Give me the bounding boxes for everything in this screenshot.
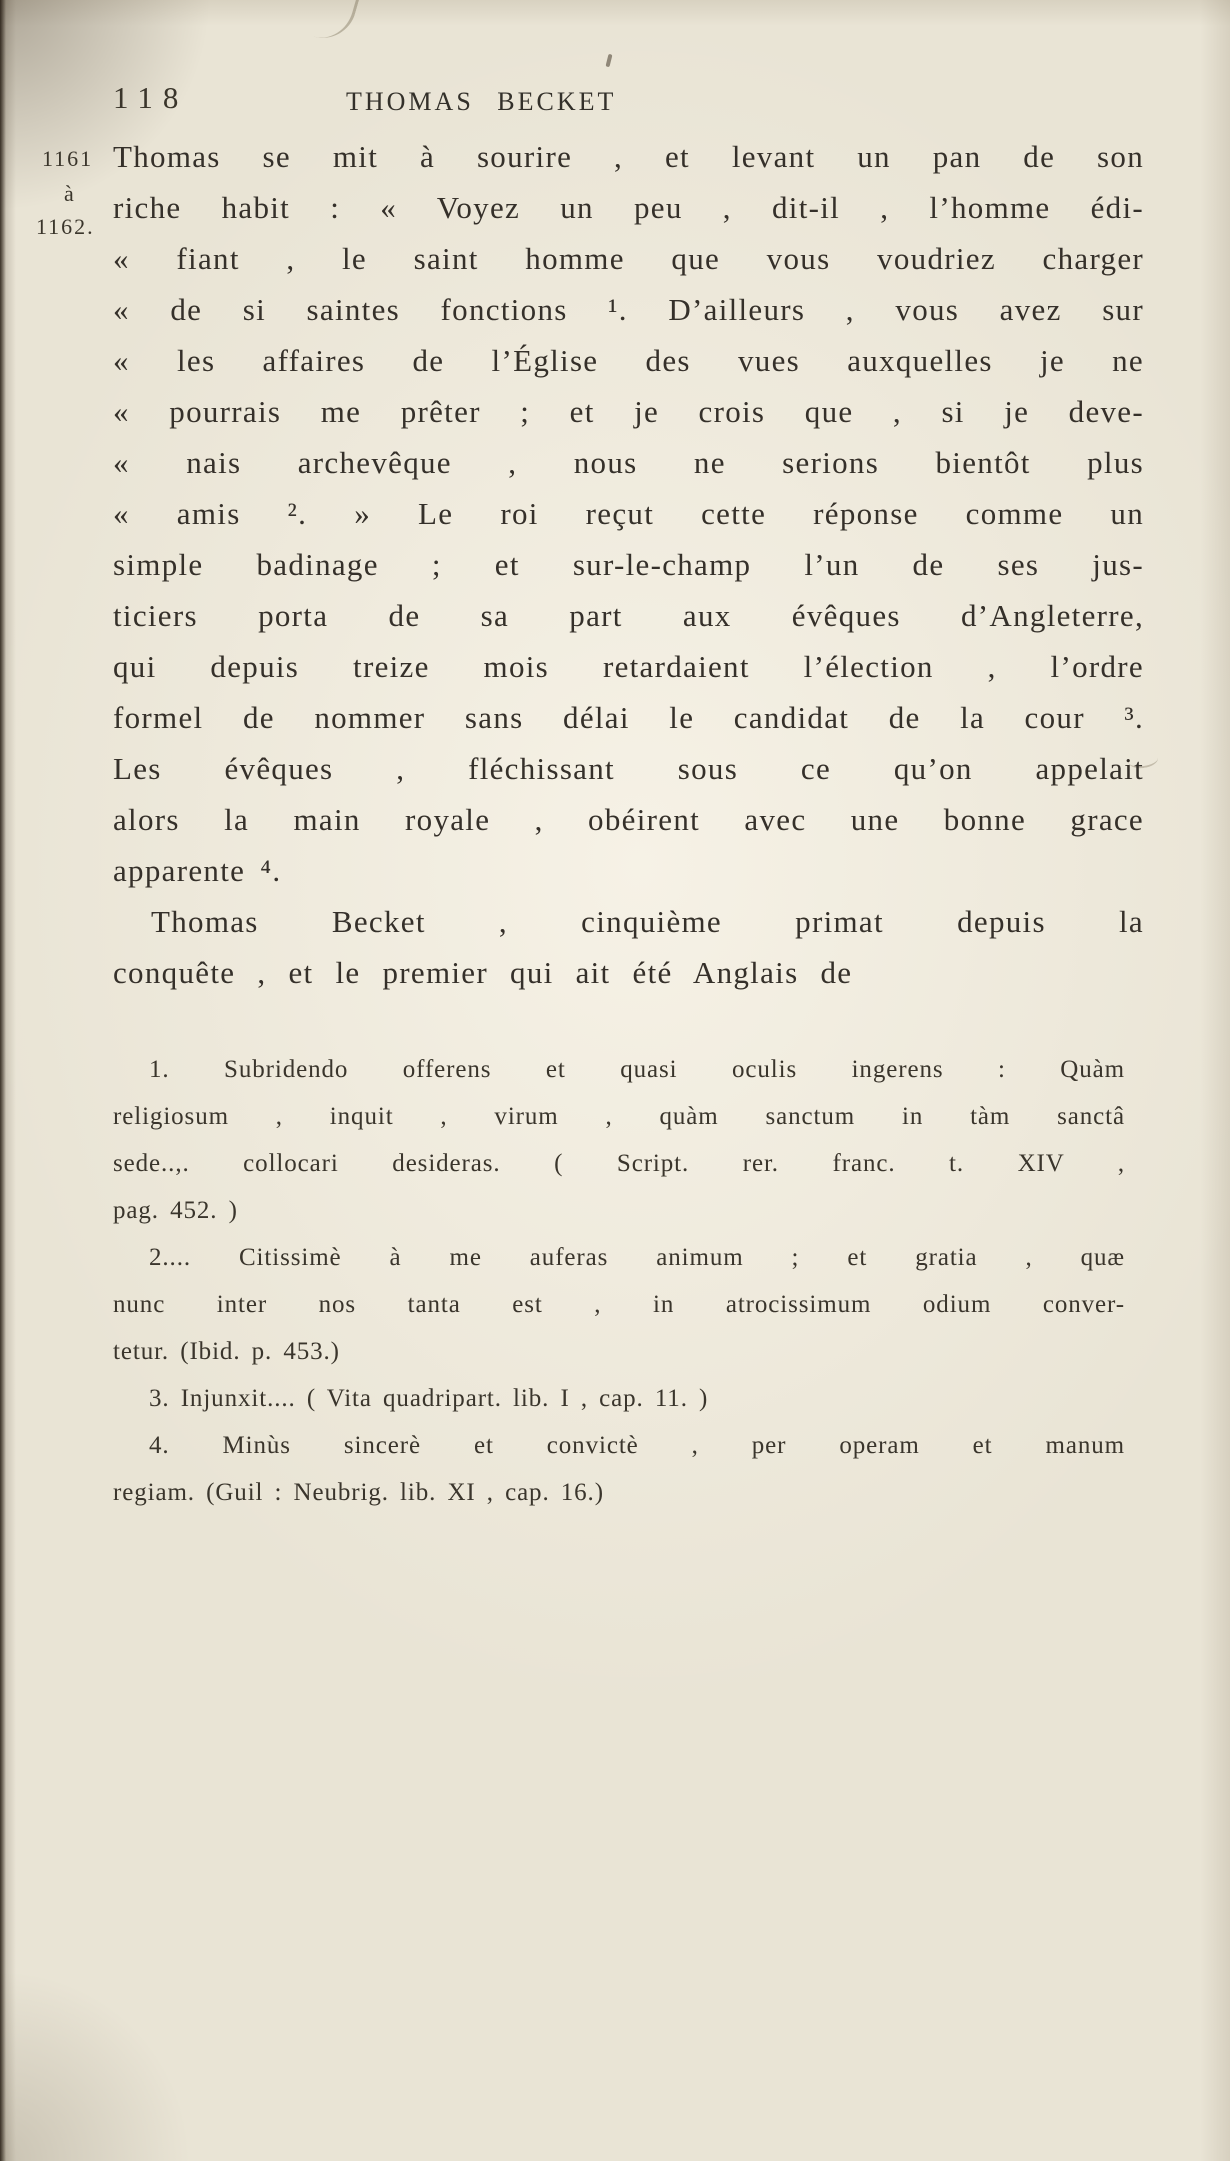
footnote-line: 2.... Citissimè à me auferas animum ; et gratia , quæ — [149, 1244, 1125, 1271]
footnote-line: religiosum , inquit , virum , quàm sanctum in tàm sanctâ — [113, 1103, 1125, 1130]
text-line: « pourrais me prêter ; et je crois que , si je deve- — [113, 394, 1144, 429]
text-line: simple badinage ; et sur-le-champ l’un de ses jus- — [113, 547, 1144, 582]
footnote-line: 4. Minùs sincerè et convictè , per operam et manum — [149, 1432, 1125, 1459]
binding-edge-shadow — [0, 0, 6, 2161]
text-line: apparente ⁴. — [113, 853, 282, 888]
footnote-line: sede..,. collocari desideras. ( Script. rer. franc. t. XIV , — [113, 1150, 1125, 1177]
text-line: ticiers porta de sa part aux évêques d’Angleterre, — [113, 598, 1144, 633]
footnote-line: 3. Injunxit.... ( Vita quadripart. lib. I , cap. 11. ) — [149, 1385, 709, 1412]
scan-artifact-mark — [605, 54, 612, 68]
footnote-line: pag. 452. ) — [113, 1197, 238, 1224]
margin-year-end: 1162. — [36, 214, 95, 239]
text-line: « amis ². » Le roi reçut cette réponse comme un — [113, 496, 1144, 531]
margin-connector: à — [64, 181, 74, 206]
body-text — [113, 131, 1144, 998]
text-line: « fiant , le saint homme que vous voudriez charger — [113, 241, 1144, 276]
footnotes — [113, 1046, 1125, 1516]
text-line: conquête , et le premier qui ait été Anglais de — [113, 955, 853, 990]
text-line: « de si saintes fonctions ¹. D’ailleurs , vous avez sur — [113, 292, 1144, 327]
text-line: Thomas Becket , cinquième primat depuis la — [151, 904, 1144, 939]
text-line: qui depuis treize mois retardaient l’élection , l’ordre — [113, 649, 1144, 684]
footnote-line: regiam. (Guil : Neubrig. lib. XI , cap. 16.) — [113, 1479, 604, 1506]
text-line: Thomas se mit à sourire , et levant un pan de son — [113, 139, 1144, 174]
page-number: 118 — [113, 80, 189, 115]
text-line: « les affaires de l’Église des vues auxquelles je ne — [113, 343, 1144, 378]
running-title: THOMAS BECKET — [346, 87, 617, 116]
footnote-line: tetur. (Ibid. p. 453.) — [113, 1338, 340, 1365]
text-line: « nais archevêque , nous ne serions bientôt plus — [113, 445, 1144, 480]
footnote-line: nunc inter nos tanta est , in atrocissimum odium conver- — [113, 1291, 1125, 1318]
text-line: alors la main royale , obéirent avec une bonne grace — [113, 802, 1144, 837]
text-line: Les évêques , fléchissant sous ce qu’on appelait — [113, 751, 1144, 786]
footnote-line: 1. Subridendo offerens et quasi oculis ingerens : Quàm — [149, 1056, 1125, 1083]
text-line: riche habit : « Voyez un peu , dit-il , l’homme édi- — [113, 190, 1144, 225]
scan-artifact-curve — [311, 0, 360, 46]
margin-year-start: 1161 — [42, 146, 94, 171]
text-line: formel de nommer sans délai le candidat de la cour ³. — [113, 700, 1144, 735]
